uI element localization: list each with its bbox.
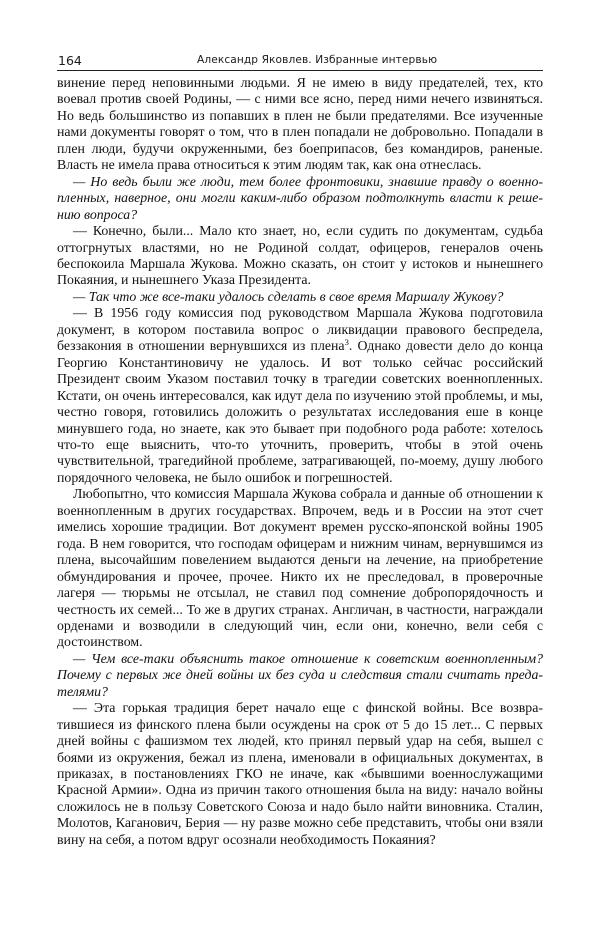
question-paragraph: — Так что же все-таки удалось сделать в свое время Маршалу Жукову? bbox=[73, 288, 504, 304]
answer-paragraph: винение перед неповинными людьми. Я не имею в виду предателей, тех, кто воевал против своей Родины, — с ними все ясно, перед ними нечего извиняться. Но ведь большинство из попавших в плен не были предателями. Все изученные нами документы говорят о том, что в плен попадали не добровольно. Попадали в плен люди, будучи окруженными, без боеприпасов, без командиров, раненые. Власть не имела права относиться к этим людям так, как она отнеслась. bbox=[57, 75, 543, 173]
answer-paragraph: — Конечно, были... Мало кто знает, но, если судить по документам, судьба оттогрнутых властями, но не Родиной солдат, офицеров, генералов очень беспокоила Маршала Жукова. Можно сказать, он стоит у истоков и нынешнего Покаяния, и нынешнего Указа Президента. bbox=[57, 223, 543, 288]
answer-text: — В 1956 году комиссия под руководством Маршала Жукова подготовила документ, в котором поставила вопрос о ликвидации правового беспредела, беззакония в отношении вернувшихся из плена bbox=[57, 305, 543, 354]
question-paragraph: — Но ведь были же люди, тем более фронтовики, знавшие правду о военнопленных, наверное, они могли каким-либо образом подтолкнуть власти к решению вопроса? bbox=[57, 173, 543, 222]
answer-paragraph bbox=[57, 305, 543, 486]
answer-paragraph: Любопытно, что комиссия Маршала Жукова собрала и данные об отношении к военнопленным в других государствах. Впрочем, ведь и в России на этот счет имелись хорошие традиции. Вот документ времен русско-японской войны 1905 года. В нем говорится, что господам офицерам и нижним чинам, вернувшимся из плена, высочайшим повелением выдаются деньги на лечение, на приобретение обмундирования и прочее, прочее. Никто их не преследовал, в проверочные лагеря — тюрьмы не отсылал, не ставил под сомнение добропорядочность и честность их семей... То же в других странах. Англичан, в частности, награждали орденами и возводили в следующий чин, если они, конечно, вели себя с достоинством. bbox=[57, 486, 543, 650]
answer-paragraph: — Эта горькая традиция берет начало еще с финской войны. Все возвратившиеся из финского плена были осуждены на срок от 5 до 15 лет... С первых дней войны с фашизмом тех людей, кто принял первый удар на себя, вышел с боями из окружения, бежал из плена, именовали в официальных документах, в приказах, в постановлениях ГКО не иначе, как «бывшими военнослужащими Красной Армии». Одна из причин такого отношения была на виду: начало войны сложилось не в пользу Советского Союза и надо было найти виновника. Сталин, Молотов, Каганович, Берия — ну разве можно себе представить, чтобы они взяли вину на себя, а потом вдруг осознали необходимость Покаяния? bbox=[57, 700, 543, 847]
page-body bbox=[57, 75, 543, 848]
header-rule bbox=[57, 70, 543, 71]
running-title: Александр Яковлев. Избранные интервью bbox=[197, 54, 438, 66]
footnote-marker: 3 bbox=[344, 337, 349, 348]
page-header bbox=[57, 52, 543, 70]
page-number: 164 bbox=[58, 53, 82, 68]
answer-text-continued: . Однако довести дело до конца Георгию Константиновичу не удалось. И вот только сейчас российский Президент своим Указом поставил точку в трагедии советских военнопленных. Кстати, он очень интересовался, как идут дела по изучению этой проблемы, и мы, честно говоря, готовились доложить о результатах исследования еше в конце минувшего года, но знаете, как это бывает при подобного рода работе: хотелось что-то еще выяснить, что-то уточнить, проверить, чтобы в этой очень чувствительной, трагедийной проблеме, затрагивающей, по-моему, душу любого порядочного человека, не было ошибок и погрешностей. bbox=[57, 338, 543, 485]
question-paragraph: — Чем все-таки объяснить такое отношение к советским военнопленным? Почему с первых же дней войны их без суда и следствия стали считать предателями? bbox=[57, 650, 543, 699]
